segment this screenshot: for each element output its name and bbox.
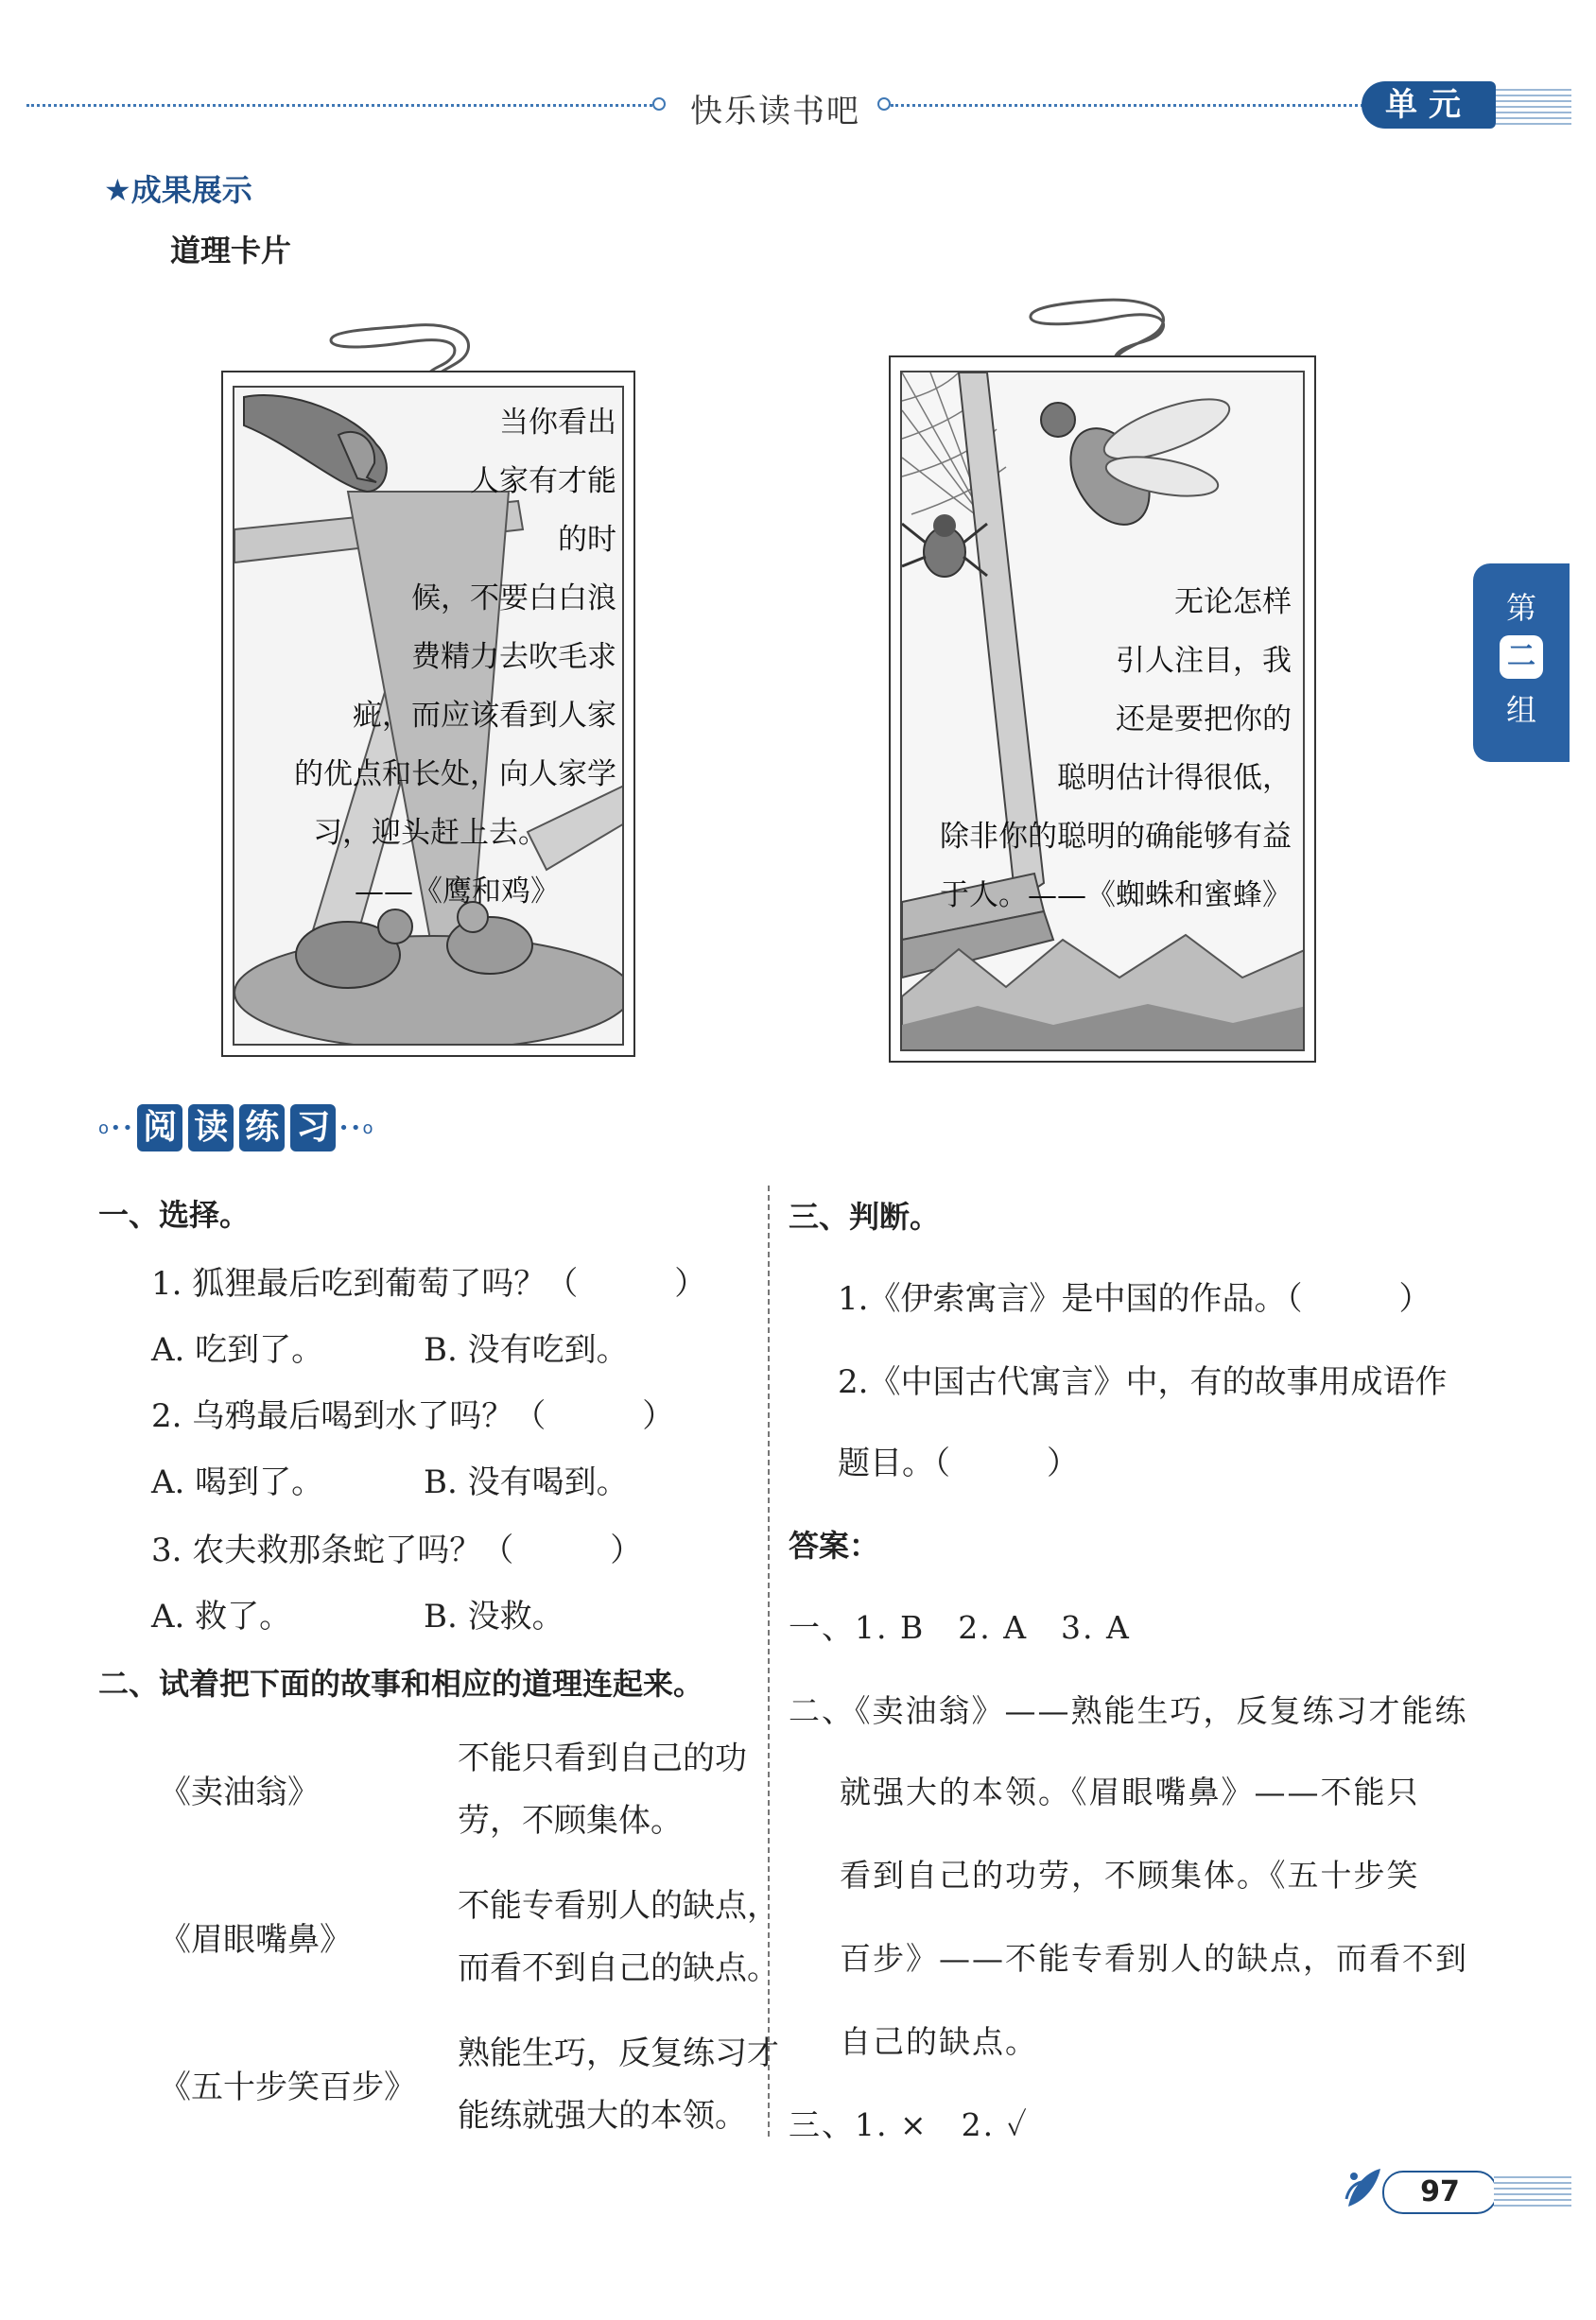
q3-item-2-cont: 题目。（ ） — [838, 1445, 1079, 1482]
answer-line: 二、《卖油翁》——熟能生巧，反复练习才能练 — [789, 1692, 1468, 1729]
q1-item-2: 2. 乌鸦最后喝到水了吗？（ ） — [151, 1397, 675, 1435]
card1-quote — [294, 393, 616, 921]
header-title: 快乐读书吧 — [690, 93, 860, 130]
card1-line: 疵，而应该看到人家 — [353, 699, 616, 733]
q2-story-3: 《五十步笑百步》 — [159, 2069, 416, 2106]
q1-item-1-option-a: A. 吃到了。 — [151, 1331, 324, 1369]
q2-title: 二、试着把下面的故事和相应的道理连起来。 — [98, 1666, 704, 1702]
unit-badge: 单元 — [1362, 81, 1496, 129]
reading-practice-banner — [98, 1104, 375, 1151]
card2-illustration — [900, 371, 1305, 1051]
q2-moral-3-line2: 能练就强大的本领。 — [458, 2097, 747, 2135]
card1-line: 费精力去吹毛求 — [411, 640, 616, 674]
card1-illustration — [233, 386, 624, 1046]
column-divider — [768, 1186, 770, 2137]
banner-char: 阅 — [137, 1104, 182, 1151]
answer-line: 自己的缺点。 — [840, 2023, 1038, 2060]
header-dot-right — [877, 97, 891, 111]
card1-line: 习，迎头赶上去。 — [313, 816, 547, 850]
card2-line: 聪明估计得很低， — [1057, 761, 1292, 795]
side-tab-group — [1473, 563, 1570, 762]
banner-char: 读 — [188, 1104, 234, 1151]
moral-card-spider-bee — [889, 355, 1316, 1063]
q1-item-2-option-b: B. 没有喝到。 — [424, 1463, 629, 1501]
answer-line: 一、1. B 2. A 3. A — [789, 1609, 1131, 1646]
answer-line: 百步》——不能专看别人的缺点，而看不到 — [840, 1940, 1468, 1977]
moral-card-eagle — [221, 371, 635, 1057]
q2-story-1: 《卖油翁》 — [159, 1774, 320, 1811]
section-title-results: ★成果展示 — [104, 172, 252, 208]
q2-moral-1-line2: 劳，不顾集体。 — [458, 1802, 683, 1840]
answers-title: 答案： — [789, 1528, 880, 1564]
leaf-icon — [1343, 2165, 1384, 2212]
q3-item-2: 2.《中国古代寓言》中，有的故事用成语作 — [838, 1363, 1448, 1401]
side-tab-line2: 二 — [1500, 635, 1543, 679]
header-dot-left — [652, 97, 666, 111]
card2-line: 引人注目，我 — [1116, 644, 1292, 678]
card1-line: 人家有才能 — [470, 464, 616, 498]
q2-moral-2-line2: 而看不到自己的缺点。 — [458, 1949, 779, 1987]
page-number: 97 — [1382, 2171, 1498, 2214]
answer-line: 看到自己的功劳，不顾集体。《五十步笑 — [840, 1857, 1420, 1894]
card-heading: 道理卡片 — [170, 233, 292, 268]
banner-dots-left: o•• — [98, 1117, 135, 1138]
card2-line: 于人。——《蜘蛛和蜜蜂》 — [940, 878, 1292, 912]
q1-item-3-option-a: A. 救了。 — [151, 1598, 292, 1636]
card1-line: 当你看出 — [499, 406, 616, 440]
q2-moral-3-line1: 熟能生巧，反复练习才 — [458, 2034, 779, 2072]
answer-line: 就强大的本领。《眉眼嘴鼻》——不能只 — [840, 1774, 1420, 1810]
q1-item-3-option-b: B. 没救。 — [424, 1598, 564, 1636]
page-number-stripes — [1494, 2173, 1571, 2210]
q3-item-1: 1.《伊索寓言》是中国的作品。（ ） — [838, 1280, 1431, 1318]
card1-line: 的优点和长处，向人家学 — [294, 757, 616, 791]
answer-line: 三、1. × 2. ✓ — [789, 2106, 1029, 2143]
side-tab-line3: 组 — [1505, 692, 1536, 728]
q1-item-1-option-b: B. 没有吃到。 — [424, 1331, 629, 1369]
side-tab-line1: 第 — [1505, 590, 1536, 626]
card2-line: 还是要把你的 — [1116, 702, 1292, 736]
card2-line: 无论怎样 — [1174, 585, 1292, 619]
card1-line: 候，不要白白浪 — [411, 581, 616, 615]
q1-item-2-option-a: A. 喝到了。 — [151, 1463, 324, 1501]
banner-dots-right: ••o — [338, 1117, 375, 1138]
card1-line: 的时 — [558, 523, 616, 557]
q1-item-3: 3. 农夫救那条蛇了吗？（ ） — [151, 1532, 643, 1569]
q1-item-1: 1. 狐狸最后吃到葡萄了吗？（ ） — [151, 1265, 707, 1303]
card1-source: ——《鹰和鸡》 — [355, 874, 560, 909]
banner-char: 习 — [290, 1104, 336, 1151]
card2-quote — [940, 573, 1292, 925]
q1-title: 一、选择。 — [98, 1197, 251, 1233]
q2-moral-1-line1: 不能只看到自己的功 — [458, 1740, 747, 1777]
banner-char: 练 — [239, 1104, 285, 1151]
q2-story-2: 《眉眼嘴鼻》 — [159, 1921, 352, 1959]
card2-line: 除非你的聪明的确能够有益 — [940, 820, 1292, 854]
unit-stripes — [1496, 85, 1571, 125]
header-rule-left — [26, 104, 658, 107]
q2-moral-2-line1: 不能专看别人的缺点， — [458, 1887, 779, 1925]
q3-title: 三、判断。 — [789, 1199, 941, 1235]
header-rule-right — [891, 104, 1363, 107]
